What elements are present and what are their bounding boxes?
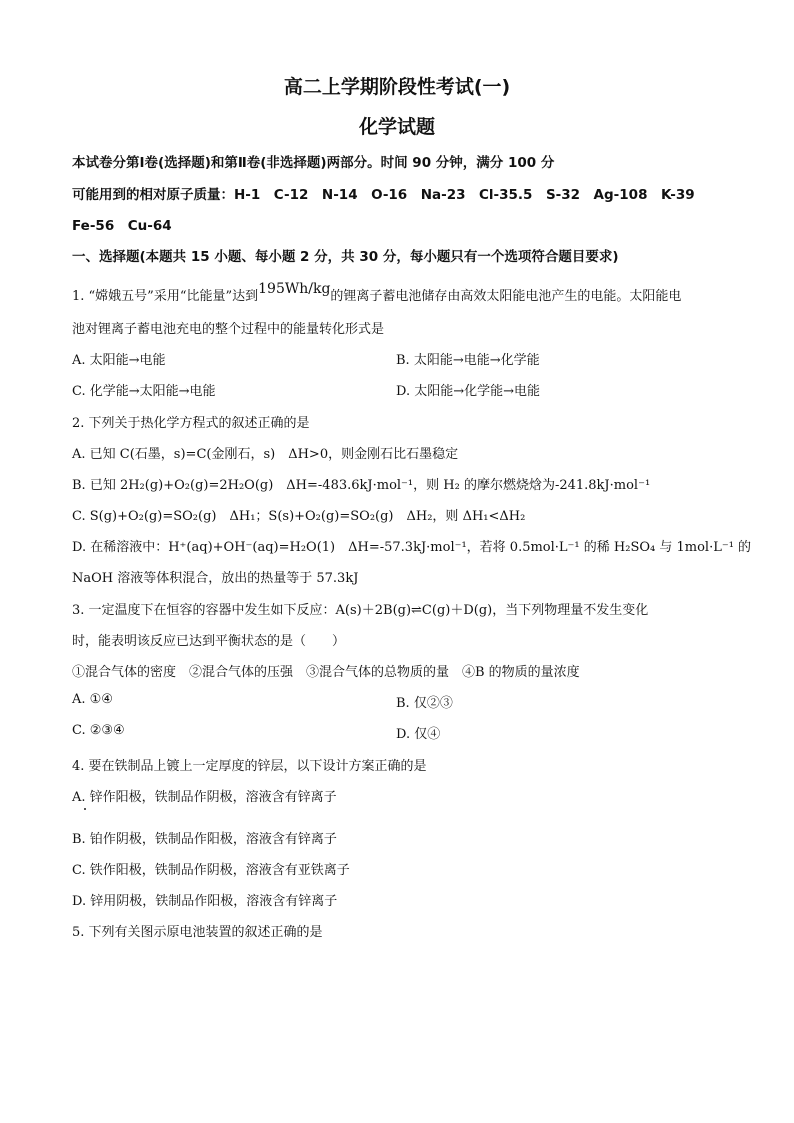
question-3-option-d[interactable]: D. 仅④ [396,727,441,742]
question-4-option-a[interactable]: A. 锌作阳极，铁制品作阴极，溶液含有锌离子 [72,790,337,805]
question-1-option-b[interactable]: B. 太阳能→电能→化学能 [396,353,540,368]
section-heading: 一、选择题(本题共 15 小题、每小题 2 分，共 30 分，每小题只有一个选项符合题目要求) [72,249,619,265]
question-4-option-c[interactable]: C. 铁作阳极，铁制品作阴极，溶液含有亚铁离子 [72,863,350,878]
exam-title: 高二上学期阶段性考试(一) [283,76,511,98]
question-1-option-c[interactable]: C. 化学能→太阳能→电能 [72,384,216,399]
question-1-value: 195Wh/kg [258,281,331,297]
question-3-option-c[interactable]: C. ②③④ [72,723,125,738]
atomic-mass-line: 可能用到的相对原子质量：H-1 C-12 N-14 O-16 Na-23 Cl-35.5 S-32 Ag-108 K-39 [72,187,695,203]
question-2-option-c[interactable]: C. S(g)+O₂(g)=SO₂(g) ΔH₁；S(s)+O₂(g)=SO₂(g) ΔH₂，则 ΔH₁<ΔH₂ [72,509,526,524]
question-2-option-d[interactable]: D. 在稀溶液中：H⁺(aq)+OH⁻(aq)=H₂O(1) ΔH=-57.3kJ·mol⁻¹，若将 0.5mol·L⁻¹ 的稀 H₂SO₄ 与 1mol·L⁻¹ 的 [72,540,752,555]
question-1-option-a[interactable]: A. 太阳能→电能 [72,353,166,368]
question-4-stem: 4. 要在铁制品上镀上一定厚度的锌层，以下设计方案正确的是 [72,759,427,774]
stray-dot [84,808,86,810]
question-1-stem-a: 1. “嫦娥五号”采用“比能量”达到 [72,289,259,304]
question-3-option-b[interactable]: B. 仅②③ [396,696,453,711]
exam-subject: 化学试题 [358,116,435,138]
question-1-stem [72,281,682,304]
exam-info-line: 本试卷分第Ⅰ卷(选择题)和第Ⅱ卷(非选择题)两部分。时间 90 分钟，满分 100 分 [72,155,555,171]
atomic-mass-line-cont: Fe-56 Cu-64 [72,218,172,234]
question-5-stem: 5. 下列有关图示原电池装置的叙述正确的是 [72,925,323,940]
question-4-option-b[interactable]: B. 铂作阴极，铁制品作阳极，溶液含有锌离子 [72,832,337,847]
question-3-option-a[interactable]: A. ①④ [72,692,113,707]
question-2-option-d-cont: NaOH 溶液等体积混合，放出的热量等于 57.3kJ [72,571,359,586]
question-3-stem: 3. 一定温度下在恒容的容器中发生如下反应：A(s)＋2B(g)⇌C(g)＋D(g)，当下列物理量不发生变化 [72,603,649,618]
question-2-option-b[interactable]: B. 已知 2H₂(g)+O₂(g)=2H₂O(g) ΔH=-483.6kJ·mol⁻¹，则 H₂ 的摩尔燃烧焓为-241.8kJ·mol⁻¹ [72,478,651,493]
question-1-stem-b: 的锂离子蓄电池储存由高效太阳能电池产生的电能。太阳能电 [330,289,682,304]
question-2-stem: 2. 下列关于热化学方程式的叙述正确的是 [72,416,310,431]
question-3-stem-cont: 时，能表明该反应已达到平衡状态的是（ ） [72,634,346,649]
question-1-stem-cont: 池对锂离子蓄电池充电的整个过程中的能量转化形式是 [72,322,385,337]
question-3-items: ①混合气体的密度 ②混合气体的压强 ③混合气体的总物质的量 ④B 的物质的量浓度 [72,665,580,680]
question-1-option-d[interactable]: D. 太阳能→化学能→电能 [396,384,541,399]
question-4-option-d[interactable]: D. 锌用阴极，铁制品作阳极，溶液含有锌离子 [72,894,338,909]
question-2-option-a[interactable]: A. 已知 C(石墨，s)=C(金刚石，s) ΔH>0，则金刚石比石墨稳定 [72,447,459,462]
